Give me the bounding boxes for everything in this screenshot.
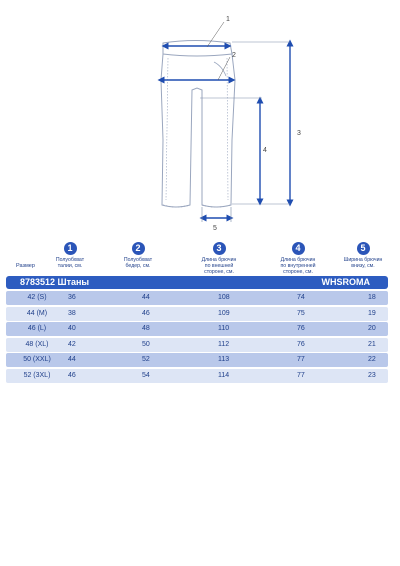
- diagram-label-3: 3: [297, 130, 301, 137]
- value-cell: 74: [297, 294, 305, 301]
- diagram-label-1: 1: [226, 16, 230, 23]
- table-row: [6, 322, 388, 336]
- size-column-header: Размер: [16, 263, 35, 269]
- table-row: [6, 369, 388, 383]
- column-number-badge: 2: [132, 242, 145, 255]
- diagram-label-2: 2: [232, 52, 236, 59]
- diagram-label-4: 4: [263, 147, 267, 154]
- value-cell: 54: [142, 371, 150, 379]
- size-cell: 50 (XXL): [23, 356, 51, 363]
- table-row: [6, 307, 388, 321]
- value-cell: 48: [142, 325, 150, 332]
- value-cell: 44: [68, 356, 76, 363]
- value-cell: 77: [297, 371, 305, 379]
- column-number-badge: 5: [357, 242, 370, 255]
- value-cell: 75: [297, 309, 305, 317]
- value-cell: 113: [218, 356, 230, 363]
- value-cell: 50: [142, 340, 150, 348]
- value-cell: 23: [368, 371, 376, 379]
- column-header-label: Длина брючин по внутренней стороне, см.: [280, 257, 316, 275]
- size-cell: 44 (M): [26, 309, 48, 317]
- value-cell: 46: [142, 309, 150, 317]
- value-cell: 110: [218, 325, 230, 332]
- value-cell: 52: [142, 356, 150, 363]
- column-header-2: [110, 242, 166, 269]
- value-cell: 21: [368, 340, 376, 348]
- value-cell: 38: [68, 309, 76, 317]
- value-cell: 22: [368, 356, 376, 363]
- title-bar: [6, 276, 388, 289]
- value-cell: 42: [68, 340, 76, 348]
- column-number-badge: 4: [292, 242, 305, 255]
- size-cell: 42 (S): [27, 294, 47, 301]
- value-cell: 109: [218, 309, 230, 317]
- column-header-label: Ширина брючин внизу, см.: [343, 257, 383, 269]
- table-row: [6, 291, 388, 305]
- pants-outline: [161, 41, 235, 208]
- column-header-label: Длина брючин по внешней стороне, см.: [201, 257, 237, 275]
- value-cell: 20: [368, 325, 376, 332]
- value-cell: 40: [68, 325, 76, 332]
- article-title: 8783512 Штаны: [20, 277, 90, 287]
- column-header-4: [270, 242, 326, 275]
- column-header-label: Полуобхват бедер, см.: [123, 257, 153, 269]
- value-cell: 36: [68, 294, 76, 301]
- value-cell: 77: [297, 356, 305, 363]
- column-header-label: Полуобхват талии, см.: [55, 257, 85, 269]
- size-cell: 46 (L): [27, 325, 47, 332]
- brand-name: WHSROMA: [321, 277, 370, 287]
- size-cell: 52 (3XL): [23, 371, 51, 379]
- value-cell: 76: [297, 340, 305, 348]
- column-number-badge: 3: [213, 242, 226, 255]
- value-cell: 18: [368, 294, 376, 301]
- value-cell: 114: [218, 371, 230, 379]
- value-cell: 19: [368, 309, 376, 317]
- value-cell: 76: [297, 325, 305, 332]
- column-header-5: [335, 242, 391, 269]
- value-cell: 108: [218, 294, 230, 301]
- table-row: [6, 353, 388, 367]
- value-cell: 44: [142, 294, 150, 301]
- pants-measurement-diagram: [0, 0, 400, 240]
- table-row: [6, 338, 388, 352]
- size-cell: 48 (XL): [25, 340, 49, 348]
- value-cell: 112: [218, 340, 230, 348]
- diagram-label-5: 5: [213, 225, 217, 232]
- column-header-1: [42, 242, 98, 269]
- column-number-badge: 1: [64, 242, 77, 255]
- column-header-3: [191, 242, 247, 275]
- value-cell: 46: [68, 371, 76, 379]
